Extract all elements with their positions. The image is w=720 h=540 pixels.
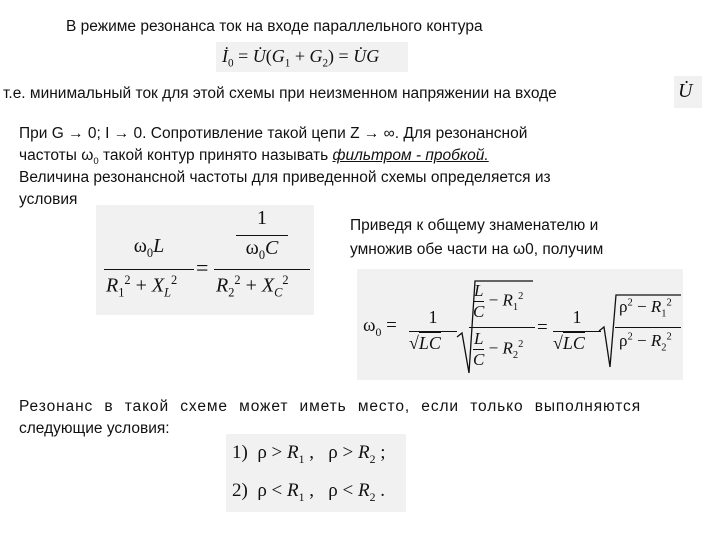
current-formula-text: $İ_0$ = $U̇(G_1 + G_2)$ = U̇G <box>222 46 380 70</box>
lhs-denominator: $R_1^2 + X_L^2$ <box>106 273 178 300</box>
resonance-equation <box>96 205 314 315</box>
rad1-num: $\frac{L}{C}$ − $R_1^2$ <box>473 281 524 321</box>
omega-formula <box>357 269 683 380</box>
equals-sign-2: = <box>537 317 548 338</box>
rad2-num: $\rho^2 - R_1^2$ <box>619 297 672 320</box>
para1-line3: Величина резонансной частоты для приведенной схемы определяется из <box>19 169 551 186</box>
conditions-box <box>226 434 406 512</box>
omega-lhs: $\omega_0$ = <box>363 315 397 339</box>
rad1-den: $\frac{L}{C}$ − $R_2^2$ <box>473 329 524 369</box>
para1-line4: условия <box>19 191 78 208</box>
frac1-num: 1 <box>428 307 438 327</box>
lhs-numerator: $\omega_0L$ <box>133 235 165 260</box>
frac1-den: √LC <box>409 333 441 353</box>
rhs-inner-denominator: $\omega_0C$ <box>245 237 279 262</box>
rhs-bar <box>214 269 310 270</box>
current-formula <box>216 42 408 72</box>
filter-term: фильтром - пробкой. <box>332 147 489 164</box>
para2-line1: Резонанс в такой схеме может иметь место, если только выполняются <box>19 398 641 415</box>
rhs-one: 1 <box>257 207 267 229</box>
voltage-symbol-text: U̇ <box>678 80 693 102</box>
side-text-line1: Приведя к общему знаменателю и <box>350 217 599 234</box>
voltage-symbol <box>674 76 702 108</box>
para2-line2: следующие условия: <box>19 420 170 437</box>
condition-1: 1) $\rho > R_1$ , $\rho > R_2$ ; <box>232 442 386 466</box>
rhs-inner-bar <box>236 235 288 236</box>
rad2-den: $\rho^2 - R_2^2$ <box>619 331 672 354</box>
condition-2: 2) $\rho < R_1$ , $\rho < R_2$ . <box>232 480 385 504</box>
side-text-line2: умножив обе части на ω0, получим <box>350 241 604 258</box>
para1-line2: частоты $\omega_0$ такой контур принято называть фильтром - пробкой. <box>19 147 489 168</box>
equals-sign: = <box>196 255 209 280</box>
frac2-den: √LC <box>553 333 585 353</box>
rad2-bar <box>615 327 681 328</box>
lhs-bar <box>104 269 194 270</box>
intro-line: В режиме резонанса ток на входе параллельного контура <box>66 18 483 35</box>
min-current-line: т.е. минимальный ток для этой схемы при неизменном напряжении на входе <box>3 85 557 102</box>
rad1-bar <box>469 327 535 328</box>
frac2-num: 1 <box>572 307 582 327</box>
para1-line1: При G → 0; I → 0. Сопротивление такой цепи Z → ∞. Для резонансной <box>19 125 528 142</box>
rhs-denominator: $R_2^2 + X_C^2$ <box>216 273 289 300</box>
